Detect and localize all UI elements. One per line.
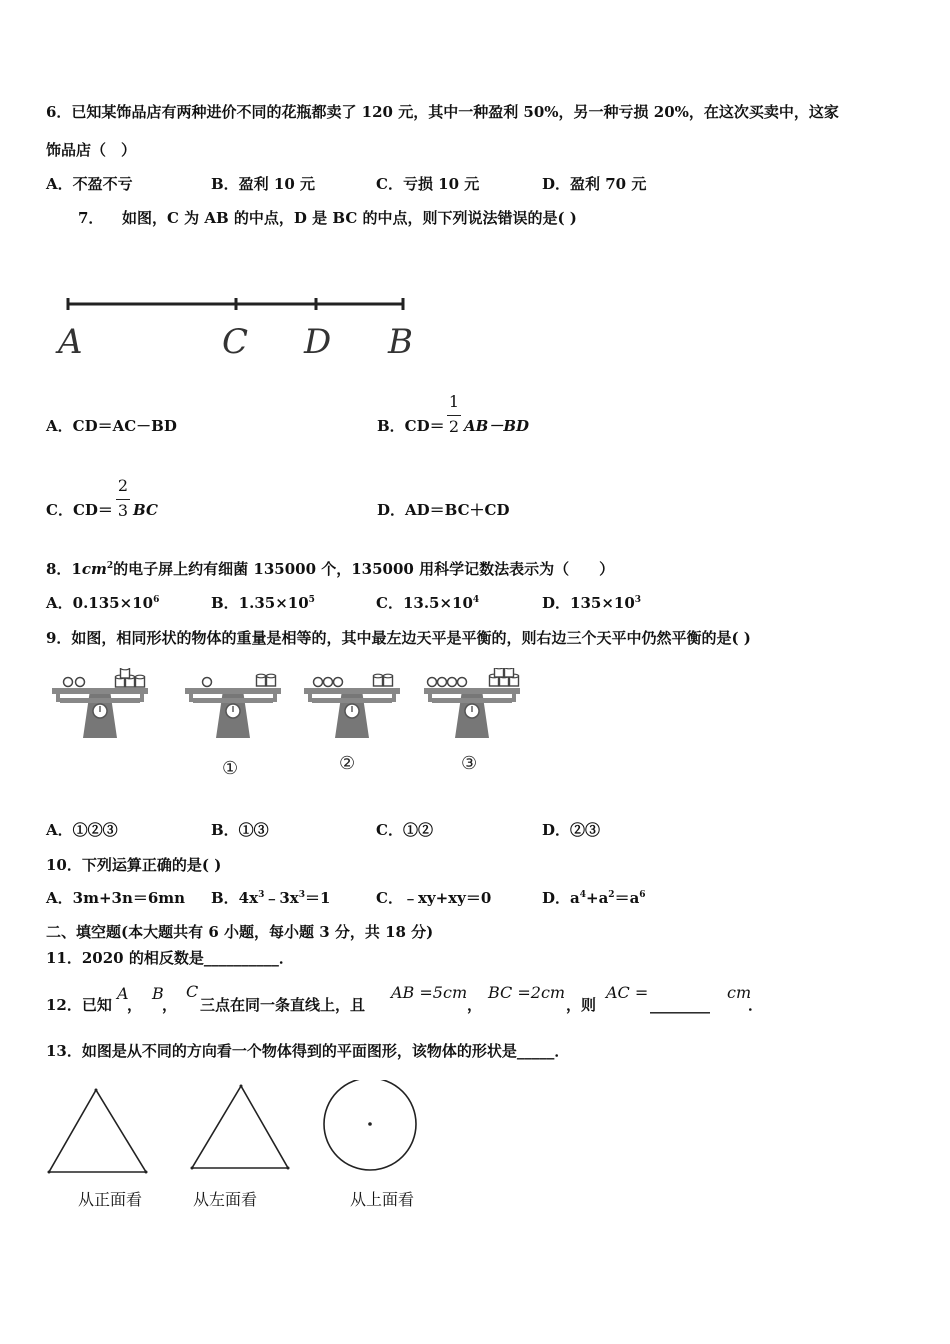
balance-label-2: ② (339, 753, 356, 774)
balance-3 (424, 668, 520, 738)
q7-number: 7． (78, 209, 104, 227)
q12-bc-length: BC =2cm (488, 983, 566, 1002)
q8-unit-exponent: 2 (106, 561, 114, 571)
q12-comma-1: ， (127, 996, 143, 1014)
q6-option-c: C．亏损 10 元 (376, 175, 480, 193)
label-b: B (388, 322, 413, 362)
q9-option-d: D．②③ (542, 821, 601, 839)
q11: 11．2020 的相反数是__________． (46, 949, 294, 967)
q7-segment-figure (50, 290, 430, 365)
q7-option-b-fraction-bar (447, 415, 461, 416)
q6-option-b: B．盈利 10 元 (211, 175, 315, 193)
balance-label-1: ① (222, 758, 239, 779)
balance-1 (185, 674, 281, 738)
q7-option-b-numerator: 1 (448, 392, 460, 411)
q12-point-a: A (117, 984, 129, 1003)
q10-option-c: C．﹣xy+xy＝0 (376, 889, 492, 907)
q9-option-a: A．①②③ (46, 821, 118, 839)
q8-option-d: D．$135\times 10^3$ (542, 594, 642, 612)
q7-option-b-denominator: 2 (448, 417, 460, 436)
caption-front-view: 从正面看 (78, 1190, 143, 1209)
top-view-center-dot (368, 1122, 372, 1126)
q12-prefix: 12．已知 (46, 996, 112, 1014)
left-view-triangle (192, 1086, 288, 1168)
q13-stem: 13．如图是从不同的方向看一个物体得到的平面图形，该物体的形状是_____． (46, 1042, 570, 1060)
q10-stem: 10．下列运算正确的是( ) (46, 856, 222, 874)
q9-stem: 9．如图，相同形状的物体的重量是相等的，其中最左边天平是平衡的，则右边三个天平中仍然平衡的是( ) (46, 629, 751, 647)
q8-stem-text: 的电子屏上约有细菌 135000 个，135000 用科学记数法表示为（ ） (113, 560, 615, 578)
q6-line1: 6．已知某饰品店有两种进价不同的花瓶都卖了 120 元，其中一种盈利 50%，另一种亏损 20%，在这次买卖中，这家 (46, 103, 839, 121)
balance-label-3: ③ (461, 753, 478, 774)
q7-option-c-fraction-bar (116, 499, 130, 500)
balance-reference (52, 668, 148, 738)
q8-stem (46, 559, 614, 579)
q12-answer-blank: ________ (650, 996, 710, 1014)
section-2-heading: 二、填空题(本大题共有 6 小题，每小题 3 分，共 18 分) (46, 923, 434, 941)
front-view-triangle (49, 1090, 146, 1172)
q9-option-c: C．①② (376, 821, 433, 839)
q7-option-c-denominator: 3 (117, 501, 129, 520)
q10-option-d: D．$a^4+a^2=a^6$ (542, 889, 646, 907)
q7-option-c-prefix: C．CD＝ (46, 501, 113, 519)
q12-unit: cm (727, 983, 752, 1002)
q7-option-c-suffix: BC (133, 501, 158, 519)
q12-point-c: C (186, 982, 199, 1001)
q12-period: ． (748, 996, 764, 1014)
q10-option-a: A．3m+3n＝6mn (46, 889, 186, 907)
q9-balance-figure (50, 668, 530, 783)
q8-unit: cm (81, 560, 107, 578)
q7-option-b-prefix: B．CD＝ (377, 417, 445, 435)
q7-stem: 如图，C 为 AB 的中点，D 是 BC 的中点，则下列说法错误的是( ) (122, 209, 577, 227)
q7-option-d: D．AD＝BC＋CD (377, 501, 510, 519)
q12-ac: AC = (606, 983, 649, 1002)
q12-point-b: B (152, 984, 164, 1003)
q12-mid-text: 三点在同一条直线上，且 (200, 996, 366, 1014)
label-c: C (222, 322, 249, 362)
q9-option-b: B．①③ (211, 821, 269, 839)
q7-option-a: A．CD＝AC－BD (46, 417, 177, 435)
q8-prefix: 8．1 (46, 560, 82, 578)
q12-comma-2: ， (162, 996, 178, 1014)
q12-comma-3: ， (467, 996, 483, 1014)
q6-option-d: D．盈利 70 元 (542, 175, 647, 193)
q12-then: ，则 (566, 996, 597, 1014)
q7-option-c-numerator: 2 (117, 476, 129, 495)
q10-option-b: B．$4x^3﹣3x^3=1$ (211, 889, 331, 907)
caption-top-view: 从上面看 (350, 1190, 415, 1209)
q7-option-b-suffix: AB－BD (464, 417, 530, 435)
q8-option-a: A．$0.135\times 10^6$ (46, 594, 160, 612)
q6-option-a: A．不盈不亏 (46, 175, 133, 193)
q13-views-figure (44, 1080, 434, 1180)
caption-left-view: 从左面看 (193, 1190, 258, 1209)
q8-option-c: C．$13.5\times 10^4$ (376, 594, 480, 612)
label-d: D (304, 322, 332, 362)
q8-option-b: B．$1.35\times 10^5$ (211, 594, 315, 612)
balance-2 (304, 674, 400, 738)
q12-ab-length: AB =5cm (391, 983, 468, 1002)
q6-line2: 饰品店（ ） (46, 141, 137, 159)
label-a: A (58, 322, 83, 362)
